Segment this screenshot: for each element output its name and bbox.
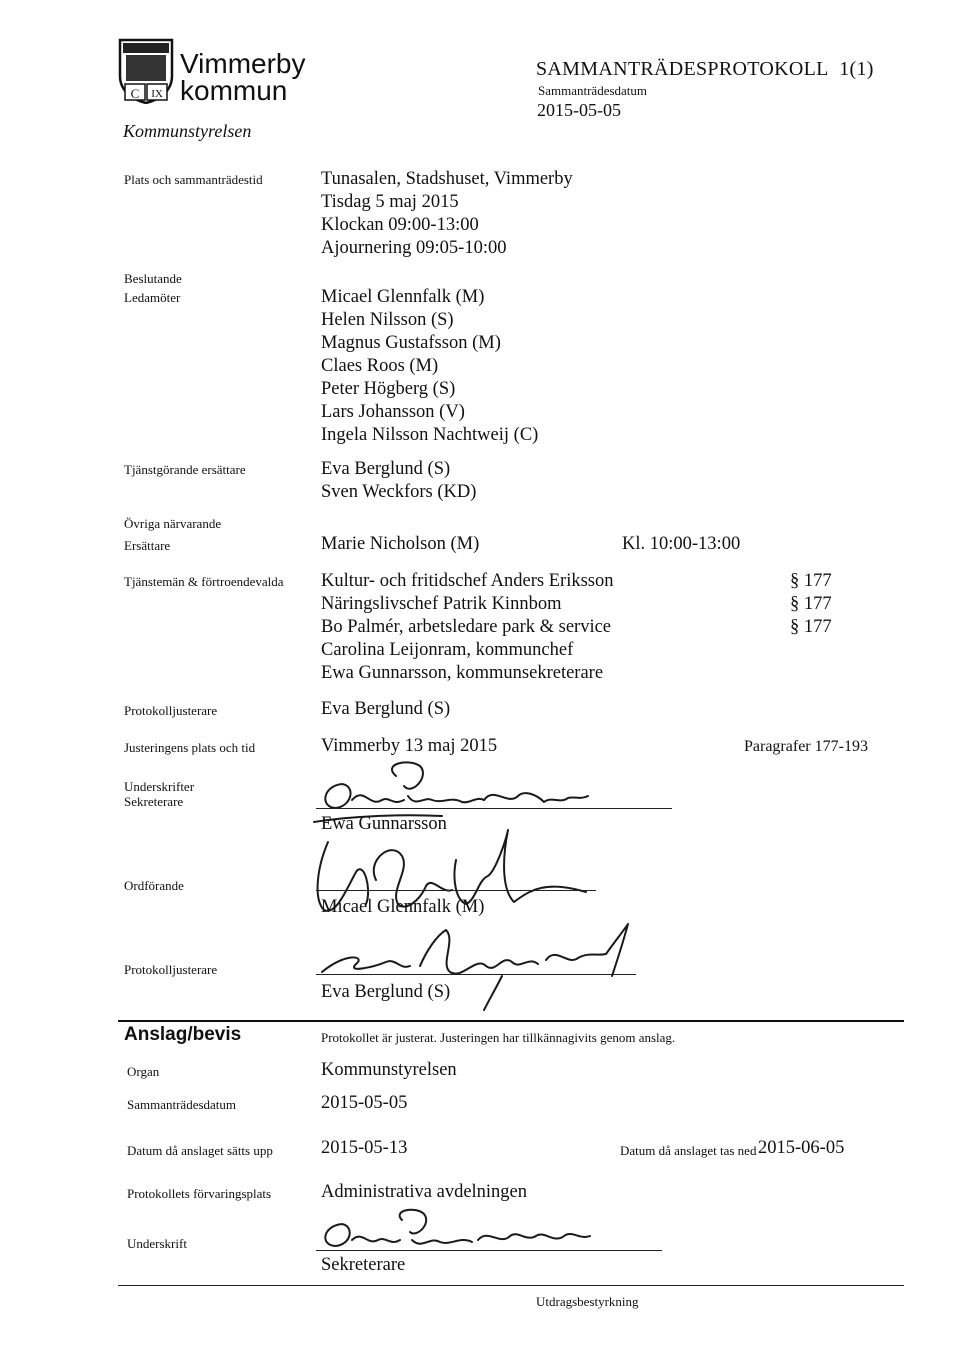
- official: Bo Palmér, arbetsledare park & service: [321, 617, 612, 637]
- adjuster-sign-line: [316, 974, 636, 975]
- substitute: Eva Berglund (S): [321, 459, 451, 479]
- place-line: Tisdag 5 maj 2015: [321, 192, 459, 212]
- member: Magnus Gustafsson (M): [321, 333, 501, 353]
- official-paragraph: § 177: [790, 571, 832, 591]
- notice-divider: [118, 1020, 904, 1022]
- footer-divider: [118, 1285, 904, 1286]
- adjuster-sign-label: Protokolljusterare: [124, 962, 218, 977]
- adjust-place-label: Justeringens plats och tid: [124, 740, 256, 755]
- notice-date-label: Sammanträdesdatum: [127, 1097, 237, 1112]
- paragraph-range: Paragrafer 177-193: [744, 738, 868, 755]
- chair-name: Micael Glennfalk (M): [321, 897, 485, 917]
- organ: Kommunstyrelsen: [321, 1060, 457, 1080]
- member: Lars Johansson (V): [321, 402, 465, 422]
- place-label: Plats och sammanträdestid: [124, 172, 263, 187]
- municipality-name: [180, 50, 306, 104]
- official-paragraphs: [790, 570, 832, 639]
- place-line: Klockan 09:00-13:00: [321, 215, 479, 235]
- posted-label: Datum då anslaget sätts upp: [127, 1143, 273, 1158]
- page-indicator: 1(1): [839, 58, 874, 80]
- adjuster-name: Eva Berglund (S): [321, 699, 451, 719]
- notice-statement: Protokollet är justerat. Justeringen har tillkännagivits genom anslag.: [321, 1030, 676, 1045]
- secretary-name: Ewa Gunnarsson: [321, 814, 447, 834]
- department: Kommunstyrelsen: [123, 121, 252, 141]
- member: Peter Högberg (S): [321, 379, 456, 399]
- header-date: 2015-05-05: [537, 100, 621, 120]
- municipal-crest: [118, 38, 174, 104]
- official: Ewa Gunnarsson, kommunsekreterare: [321, 663, 604, 683]
- doc-title-text: SAMMANTRÄDESPROTOKOLL: [536, 58, 828, 80]
- header-date-label: Sammanträdesdatum: [538, 83, 648, 98]
- alternate-name: Marie Nicholson (M): [321, 534, 480, 554]
- chair-label: Ordförande: [124, 878, 184, 893]
- deciding-label: Beslutande: [124, 271, 182, 286]
- member: Helen Nilsson (S): [321, 310, 454, 330]
- crest-letter-ix: IX: [151, 88, 163, 100]
- notice-heading: Anslag/bevis: [124, 1024, 242, 1045]
- place-line: Tunasalen, Stadshuset, Vimmerby: [321, 169, 573, 189]
- storage: Administrativa avdelningen: [321, 1182, 528, 1202]
- official: Carolina Leijonram, kommunchef: [321, 640, 574, 660]
- officials-list: [321, 570, 614, 685]
- doc-title: [536, 58, 874, 81]
- secretary-label: Sekreterare: [124, 794, 184, 809]
- official: Näringslivschef Patrik Kinnbom: [321, 594, 562, 614]
- member: Micael Glennfalk (M): [321, 287, 485, 307]
- notice-sign-line: [316, 1250, 662, 1251]
- officials-label: Tjänstemän & förtroendevalda: [124, 574, 284, 589]
- adjuster-label: Protokolljusterare: [124, 703, 218, 718]
- signatures-label: Underskrifter: [124, 779, 195, 794]
- removed-date: 2015-06-05: [758, 1138, 845, 1158]
- secretary-sign-line: [316, 808, 672, 809]
- alternate-time: Kl. 10:00-13:00: [622, 534, 741, 554]
- organ-label: Organ: [127, 1064, 160, 1079]
- substitute: Sven Weckfors (KD): [321, 482, 477, 502]
- members-label: Ledamöter: [124, 290, 181, 305]
- footer-label: Utdragsbestyrkning: [536, 1294, 639, 1309]
- posted-date: 2015-05-13: [321, 1138, 408, 1158]
- notice-date: 2015-05-05: [321, 1093, 408, 1113]
- substitutes-list: [321, 458, 476, 504]
- chair-sign-line: [316, 890, 596, 891]
- member: Claes Roos (M): [321, 356, 439, 376]
- others-label: Övriga närvarande: [124, 516, 222, 531]
- signer-role: Sekreterare: [321, 1255, 406, 1275]
- municipality-line2: kommun: [180, 75, 288, 106]
- official-paragraph: § 177: [790, 594, 832, 614]
- member: Ingela Nilsson Nachtweij (C): [321, 425, 539, 445]
- place-block: [321, 168, 573, 260]
- removed-label: Datum då anslaget tas ned: [620, 1143, 757, 1158]
- official: Kultur- och fritidschef Anders Eriksson: [321, 571, 614, 591]
- adjust-place: Vimmerby 13 maj 2015: [321, 736, 498, 756]
- official-paragraph: § 177: [790, 617, 832, 637]
- adjuster-sign-name: Eva Berglund (S): [321, 982, 451, 1002]
- notice-signature-label: Underskrift: [127, 1236, 187, 1251]
- crest-letter-c: C: [130, 86, 140, 101]
- place-line: Ajournering 09:05-10:00: [321, 238, 507, 258]
- substitutes-label: Tjänstgörande ersättare: [124, 462, 246, 477]
- storage-label: Protokollets förvaringsplats: [127, 1186, 272, 1201]
- members-list: [321, 286, 538, 447]
- municipality-line1: Vimmerby: [180, 48, 306, 79]
- alternates-label: Ersättare: [124, 538, 171, 553]
